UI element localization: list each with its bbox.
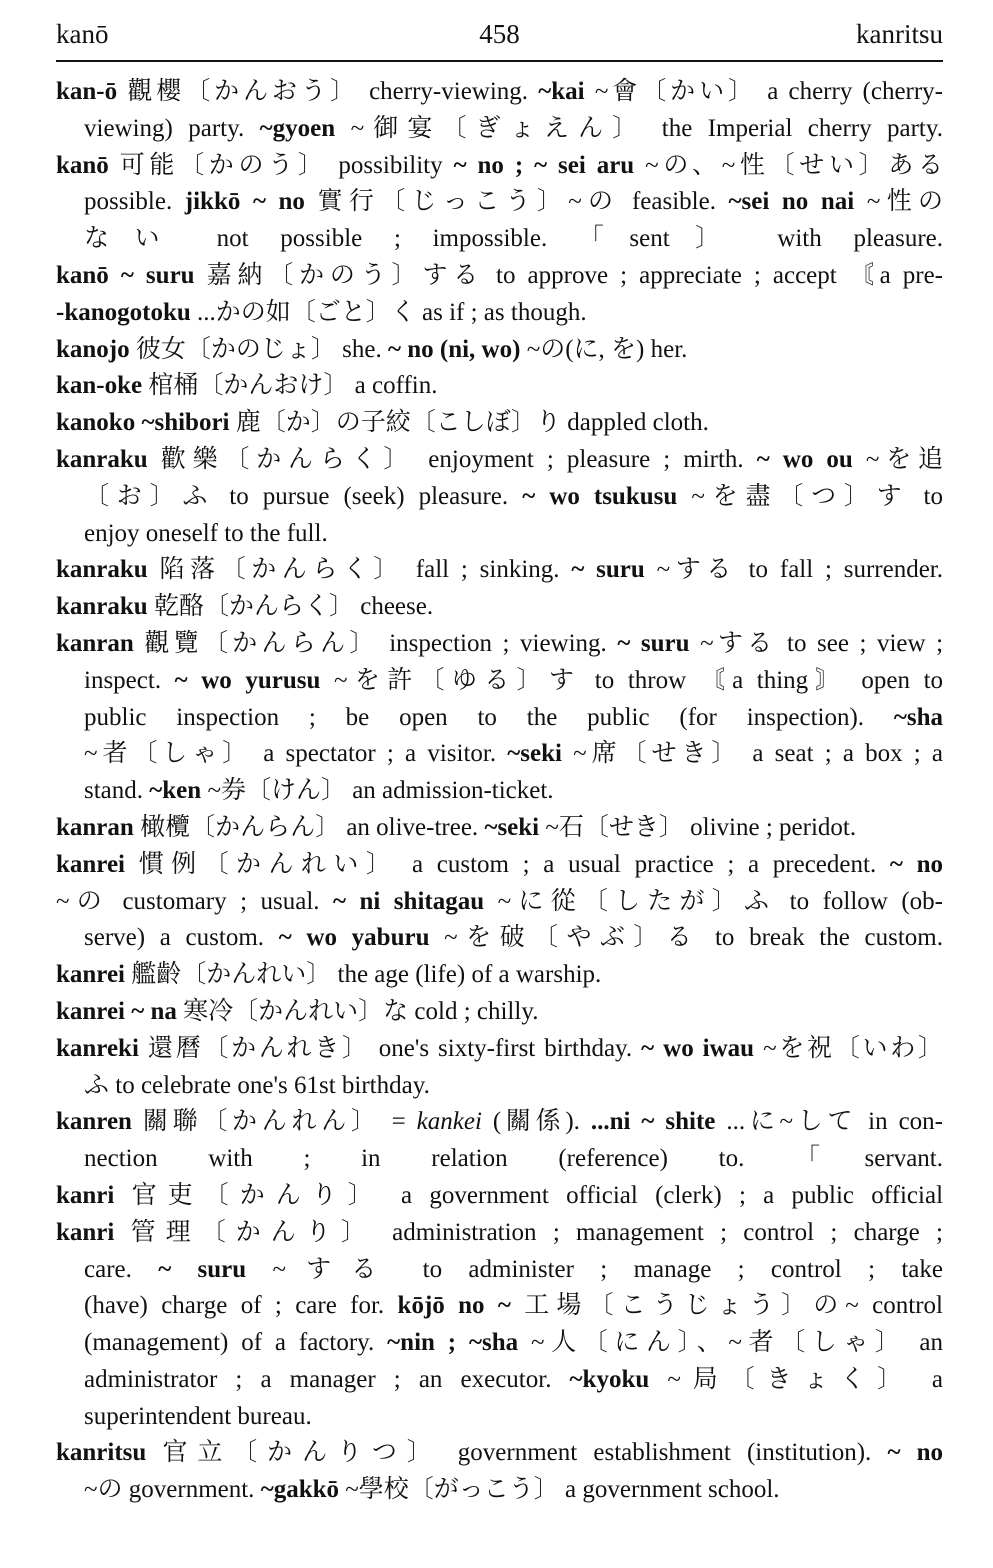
definition-text: administrator ; a manager ; an executor. <box>84 1365 570 1393</box>
entry-line <box>56 1178 943 1215</box>
headword-text: ~sei no nai <box>728 188 855 216</box>
headword-text: ~kyoku <box>569 1365 650 1393</box>
entry-line <box>56 516 943 553</box>
definition-text: ~する to fall ; surrender. <box>656 556 943 584</box>
definition-text: inspect. <box>84 666 175 694</box>
entry-line <box>56 111 943 148</box>
definition-text: ~する to see ; view ; <box>700 629 943 657</box>
header-first-entry: kanō <box>56 19 109 49</box>
headword-text: kanraku <box>56 556 148 584</box>
definition-text: ~の、~性〔せい〕ある <box>645 151 943 179</box>
definition-text: 乾酪〔かんらく〕 cheese. <box>153 593 434 621</box>
definition-text: public inspection ; be open to the public (for inspection). <box>84 703 894 731</box>
entry-line <box>56 589 943 626</box>
definition-text: 棺桶〔かんおけ〕 a coffin. <box>148 372 438 400</box>
definition-text: ~人〔にん〕、~者〔しゃ〕 an <box>531 1329 943 1357</box>
entry-line <box>56 1215 943 1252</box>
headword-text: kanri <box>56 1218 115 1246</box>
entry-line <box>56 1141 943 1178</box>
definition-text: ~者〔しゃ〕 a spectator ; a visitor. <box>84 740 508 768</box>
entry-line <box>56 994 943 1031</box>
definition-text: 慣例〔かんれい〕 a custom ; a usual practice ; a precedent. <box>138 850 890 878</box>
headword-text: kanoko ~shibori <box>56 409 230 437</box>
headword-text: kan-ō <box>56 78 118 105</box>
entry-line <box>56 663 943 700</box>
entry-line <box>56 74 943 111</box>
definition-text: stand. <box>84 777 150 805</box>
headword-text: ~sha <box>893 703 943 731</box>
definition-text: (have) charge of ; care for. <box>84 1292 398 1320</box>
definition-text: 官立〔かんりつ〕 government establishment (institution). <box>162 1439 888 1467</box>
headword-text: kōjō no ~ <box>397 1292 511 1320</box>
headword-text: ~ no ; ~ sei aru <box>453 151 635 179</box>
entry-line <box>56 810 943 847</box>
headword-text: kanran <box>56 813 134 841</box>
headword-text: jikkō ~ no <box>184 188 305 216</box>
definition-text: care. <box>84 1255 159 1283</box>
headword-text: kanrei <box>56 961 125 989</box>
headword-text: kanrei <box>56 850 125 878</box>
definition-text: 彼女〔かのじょ〕 she. <box>135 335 388 363</box>
entry-line <box>56 700 943 737</box>
definition-text: 實行〔じっこう〕~の feasible. <box>317 188 729 216</box>
definition-text: 管理〔かんり〕 administration ; management ; control ; charge ; <box>130 1218 943 1246</box>
definition-text: enjoy oneself to the full. <box>84 519 328 547</box>
headword-text: kanri <box>56 1181 115 1209</box>
definition-text: 「servant. <box>795 1145 943 1173</box>
running-header <box>56 14 943 54</box>
headword-text: kanō ~ suru <box>56 261 195 289</box>
definition-text: 關聯〔かんれん〕 = <box>142 1108 406 1136</box>
definition-text: ~の customary ; usual. <box>56 887 333 915</box>
definition-text: ...に~して in con- <box>726 1108 943 1136</box>
headword-text: kanren <box>56 1108 132 1136</box>
headword-text: kanojo <box>56 335 130 363</box>
definition-text: 寒冷〔かんれい〕な cold ; chilly. <box>183 997 539 1025</box>
definition-text: ~御宴〔ぎょえん〕 the Imperial cherry party. <box>350 114 943 142</box>
entry-line <box>56 1399 943 1436</box>
headword-text: kanritsu <box>56 1439 147 1467</box>
definition-text: ~の(に, を) her. <box>526 335 688 363</box>
entry-line <box>56 957 943 994</box>
definition-text: ~を祝〔いわ〕 <box>763 1034 943 1062</box>
headword-text: ~ wo tsukusu <box>522 482 678 510</box>
definition-text: viewing) party. <box>84 114 260 142</box>
definition-text: 陷落〔かんらく〕 fall ; sinking. <box>159 556 572 584</box>
definition-text: (management) of a factory. <box>84 1329 388 1357</box>
definition-text: 官吏〔かんり〕 a government official (clerk) ; a public official <box>131 1181 943 1209</box>
entry-line <box>56 1472 943 1509</box>
entry-line <box>56 442 943 479</box>
entry-line <box>56 847 943 884</box>
definition-text: ない not possible ; impossible. <box>84 225 548 253</box>
headword-text: kanrei ~ na <box>56 997 177 1025</box>
definition-text: 橄欖〔かんらん〕 an olive-tree. <box>140 813 485 841</box>
headword-text: ~ no <box>889 850 943 878</box>
entry-line <box>56 1068 943 1105</box>
definition-text: 觀覽〔かんらん〕 inspection ; viewing. <box>144 629 618 657</box>
definition-text: (關係). <box>492 1108 591 1136</box>
definition-text: ~を盡〔つ〕す to <box>691 482 943 510</box>
definition-text: ~性の <box>866 188 943 216</box>
definition-text: ~を破〔やぶ〕る to break the custom. <box>444 924 943 952</box>
entry-line <box>56 405 943 442</box>
headword-text: ~ no <box>887 1439 943 1467</box>
definition-text: 還曆〔かんれき〕 one's sixty-first birthday. <box>147 1034 642 1062</box>
headword-text: ~ken <box>149 777 202 805</box>
entry-line <box>56 295 943 332</box>
headword-text: ~ wo ou <box>756 445 853 473</box>
definition-text: ~の government. <box>84 1476 261 1504</box>
definition-text: 艦齡〔かんれい〕 the age (life) of a warship. <box>131 961 602 989</box>
headword-text: ~ ni shitagau <box>333 887 485 915</box>
definition-text: 鹿〔か〕の子絞〔こしぼ〕り dappled cloth. <box>235 409 709 437</box>
headword-text: -kanogotoku <box>56 298 191 326</box>
entry-line <box>56 148 943 185</box>
entry-line <box>56 552 943 589</box>
entry-line <box>56 626 943 663</box>
definition-text: superintendent bureau. <box>84 1402 312 1430</box>
headword-text: ~ wo yurusu <box>174 666 321 694</box>
entry-line <box>56 1104 943 1141</box>
entry-line <box>56 1435 943 1472</box>
definition-text: ~席〔せき〕 a seat ; a box ; a <box>573 740 943 768</box>
entry-line <box>56 368 943 405</box>
header-last-entry: kanritsu <box>856 19 943 49</box>
definition-text: ~する to administer ; manage ; control ; take <box>272 1255 943 1283</box>
headword-text: ~ wo iwau <box>641 1034 755 1062</box>
headword-text: ~gyoen <box>259 114 336 142</box>
definition-text: 嘉納〔かのう〕する to approve ; appreciate ; accept 〘a pre- <box>206 261 943 289</box>
entry-line <box>56 884 943 921</box>
definition-text: 「sent〕 with pleasure. <box>578 225 943 253</box>
headword-text: ~seki <box>507 740 562 768</box>
definition-text: ~石〔せき〕 olivine ; peridot. <box>545 813 857 841</box>
entry-line <box>56 184 943 221</box>
entry-line <box>56 1252 943 1289</box>
headword-text: kanreki <box>56 1034 139 1062</box>
headword-text: kanraku <box>56 445 148 473</box>
entry-line <box>56 221 943 258</box>
headword-text: kanran <box>56 629 134 657</box>
definition-text: ~を追 <box>865 445 943 473</box>
headword-text: kanō <box>56 151 109 179</box>
entry-line <box>56 332 943 369</box>
header-rule <box>56 60 943 62</box>
definition-text: ~局〔きょく〕 a <box>667 1365 943 1393</box>
definition-text: 觀櫻〔かんおう〕 cherry-viewing. <box>127 78 539 105</box>
headword-text: ~nin ; ~sha <box>387 1329 519 1357</box>
definition-text: ...かの如〔ごと〕く as if ; as though. <box>197 298 587 326</box>
entry-list <box>56 74 943 1509</box>
headword-text: ...ni ~ shite <box>590 1108 716 1136</box>
headword-text: ~ suru <box>571 556 645 584</box>
definition-text: ~に從〔したが〕ふ to follow (ob- <box>497 887 943 915</box>
headword-text: ~kai <box>538 78 585 105</box>
headword-text: kanraku <box>56 593 148 621</box>
definition-text: 可能〔かのう〕 possibility <box>119 151 454 179</box>
definition-text: 歡樂〔かんらく〕 enjoyment ; pleasure ; mirth. <box>160 445 757 473</box>
entry-line <box>56 479 943 516</box>
definition-text: nection with ; in relation (reference) to. <box>84 1145 745 1173</box>
entry-line <box>56 773 943 810</box>
definition-text: ~學校〔がっこう〕 a government school. <box>345 1476 780 1504</box>
definition-text: ~を許〔ゆる〕す to throw 〘a thing〙 open to <box>334 666 943 694</box>
definition-text: serve) a custom. <box>84 924 279 952</box>
definition-text: possible. <box>84 188 185 216</box>
cross-reference-text: kankei <box>416 1108 482 1136</box>
entry-line <box>56 1325 943 1362</box>
entry-line <box>56 736 943 773</box>
headword-text: kan-oke <box>56 372 143 400</box>
entry-line <box>56 1031 943 1068</box>
page-number: 458 <box>479 19 520 49</box>
definition-text: 〔お〕ふ to pursue (seek) pleasure. <box>84 482 523 510</box>
definition-text: ~券〔けん〕 an admission-ticket. <box>207 777 554 805</box>
headword-text: ~ suru <box>617 629 690 657</box>
definition-text: ふ to celebrate one's 61st birthday. <box>84 1071 430 1099</box>
entry-line <box>56 1288 943 1325</box>
definition-text: 工場〔こうじょう〕の~ control <box>524 1292 943 1320</box>
headword-text: ~gakkō <box>260 1476 339 1504</box>
headword-text: ~ suru <box>158 1255 247 1283</box>
entry-line <box>56 920 943 957</box>
headword-text: ~seki <box>484 813 540 841</box>
entry-line <box>56 1362 943 1399</box>
headword-text: ~ no (ni, wo) <box>387 335 521 363</box>
headword-text: ~ wo yaburu <box>278 924 430 952</box>
entry-line <box>56 258 943 295</box>
definition-text: ~會〔かい〕 a cherry (cherry- <box>594 78 943 105</box>
